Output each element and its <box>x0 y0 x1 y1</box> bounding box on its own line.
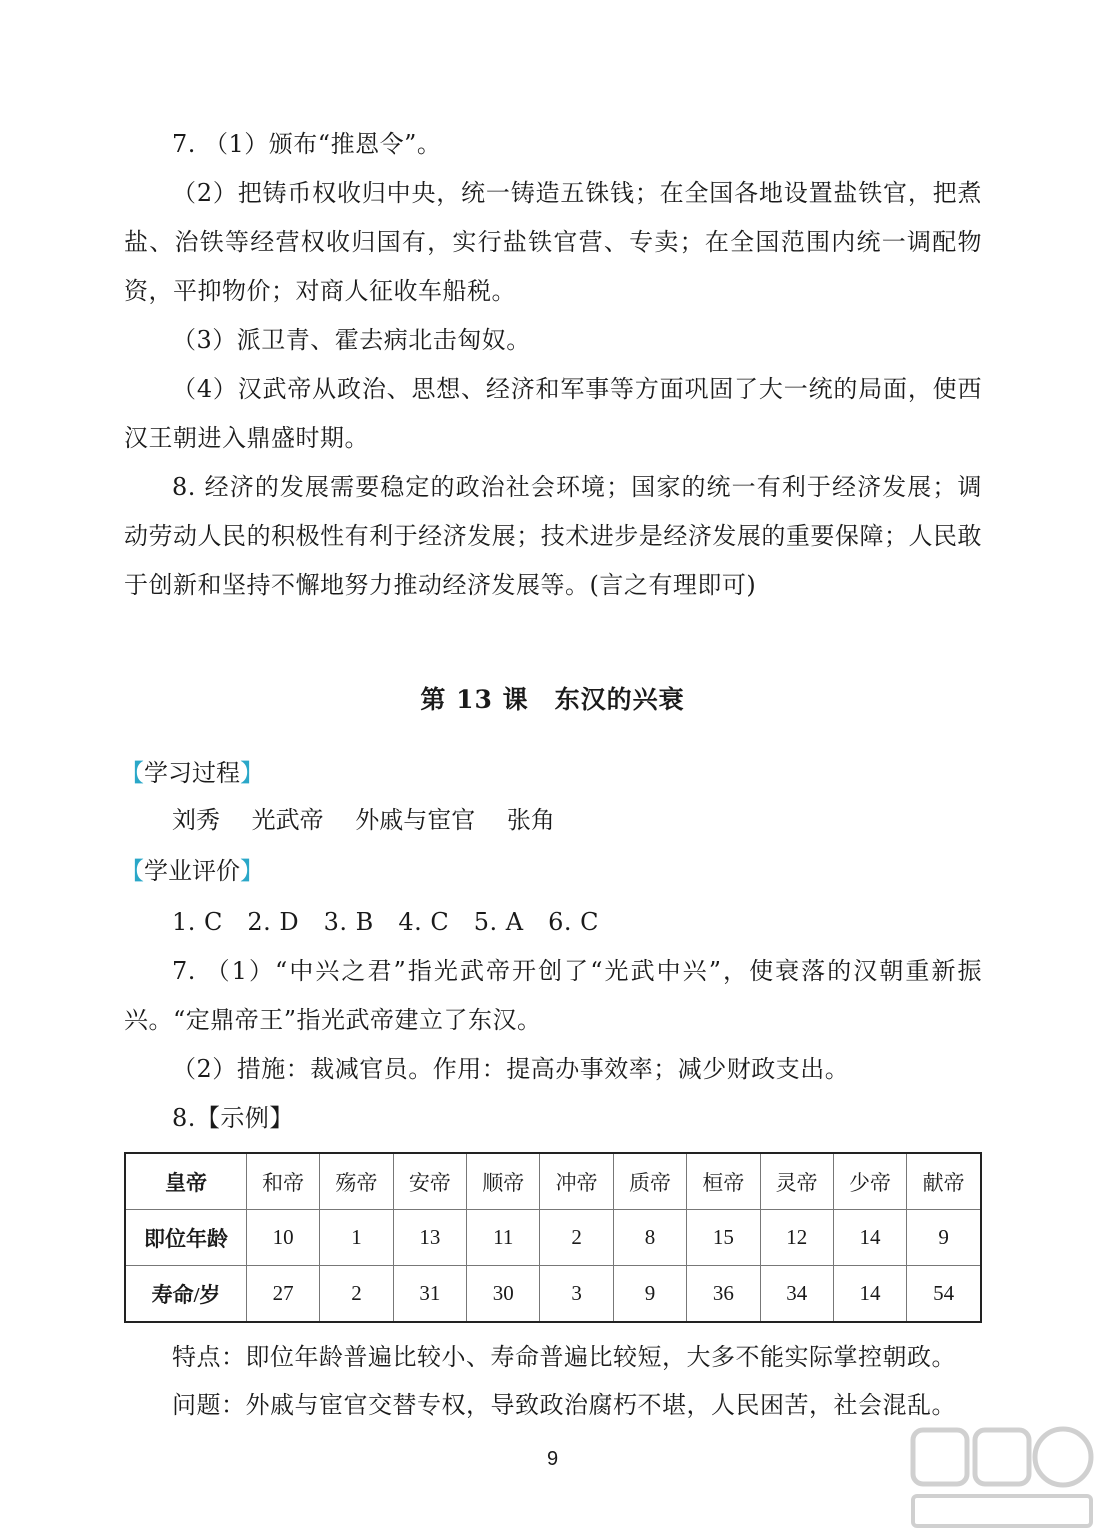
table-cell: 3 <box>540 1266 613 1323</box>
table-cell: 桓帝 <box>687 1153 760 1210</box>
bracket-left: 【 <box>120 857 144 885</box>
table-row-emperors <box>125 1153 981 1210</box>
table-cell: 14 <box>833 1266 906 1323</box>
table-row-lifespan <box>125 1266 981 1323</box>
table-cell: 9 <box>907 1210 981 1266</box>
term-item: 张角 <box>506 806 555 834</box>
table-cell: 安帝 <box>393 1153 466 1210</box>
table-cell: 10 <box>247 1210 320 1266</box>
term-item: 外戚与宦官 <box>355 806 476 834</box>
table-cell: 54 <box>907 1266 981 1323</box>
table-cell: 13 <box>393 1210 466 1266</box>
table-cell: 和帝 <box>247 1153 320 1210</box>
answer-7-4: （4）汉武帝从政治、思想、经济和军事等方面巩固了大一统的局面，使西汉王朝进入鼎盛时期。 <box>124 375 982 452</box>
row-header: 寿命/岁 <box>125 1266 247 1323</box>
lesson-answer-8-label: 8.【示例】 <box>172 1104 294 1132</box>
section-learning-process <box>120 753 264 788</box>
table-cell: 15 <box>687 1210 760 1266</box>
table-cell: 31 <box>393 1266 466 1323</box>
answer-7-2: （2）把铸币权收归中央，统一铸造五铢钱；在全国各地设置盐铁官，把煮盐、治铁等经营权收归国有，实行盐铁官营、专卖；在全国范围内统一调配物资，平抑物价；对商人征收车船税。 <box>124 179 982 305</box>
table-cell: 顺帝 <box>467 1153 540 1210</box>
watermark-logo-icon <box>907 1422 1097 1532</box>
table-cell: 2 <box>320 1266 393 1323</box>
table-cell: 冲帝 <box>540 1153 613 1210</box>
feature-text: 特点：即位年龄普遍比较小、寿命普遍比较短，大多不能实际掌控朝政。 <box>172 1343 956 1371</box>
table-cell: 1 <box>320 1210 393 1266</box>
lesson-title: 第 13 课 东汉的兴衰 <box>420 685 685 714</box>
table-cell: 质帝 <box>613 1153 686 1210</box>
table-cell: 2 <box>540 1210 613 1266</box>
emperor-table <box>124 1152 982 1323</box>
row-header: 皇帝 <box>125 1153 247 1210</box>
term-item: 光武帝 <box>251 806 324 834</box>
term-list <box>172 800 579 835</box>
table-cell: 36 <box>687 1266 760 1323</box>
term-item: 刘秀 <box>172 806 220 834</box>
section-label: 学业评价 <box>144 857 240 885</box>
section-label: 学习过程 <box>144 759 240 787</box>
table-cell: 14 <box>833 1210 906 1266</box>
table-cell: 灵帝 <box>760 1153 833 1210</box>
lesson-answer-7-1: 7. （1）“中兴之君”指光武帝开创了“光武中兴”，使衰落的汉朝重新振兴。“定鼎帝王”指光武帝建立了东汉。 <box>124 957 982 1034</box>
table-row-accession-age <box>125 1210 981 1266</box>
table-cell: 34 <box>760 1266 833 1323</box>
choice-answers: 1. C 2. D 3. B 4. C 5. A 6. C <box>172 908 599 936</box>
bracket-right: 】 <box>240 759 264 787</box>
table-cell: 8 <box>613 1210 686 1266</box>
bracket-left: 【 <box>120 759 144 787</box>
answer-7-3: （3）派卫青、霍去病北击匈奴。 <box>172 326 531 354</box>
table-cell: 9 <box>613 1266 686 1323</box>
answer-7-1: 7. （1）颁布“推恩令”。 <box>172 130 442 158</box>
table-cell: 殇帝 <box>320 1153 393 1210</box>
table-cell: 献帝 <box>907 1153 981 1210</box>
section-evaluation <box>120 851 264 886</box>
lesson-answer-7-2: （2）措施：裁减官员。作用：提高办事效率；减少财政支出。 <box>172 1055 850 1083</box>
table-cell: 12 <box>760 1210 833 1266</box>
table-cell: 27 <box>247 1266 320 1323</box>
bracket-right: 】 <box>240 857 264 885</box>
table-cell: 30 <box>467 1266 540 1323</box>
table-cell: 少帝 <box>833 1153 906 1210</box>
answer-8: 8. 经济的发展需要稳定的政治社会环境；国家的统一有利于经济发展；调动劳动人民的积极性有利于经济发展；技术进步是经济发展的重要保障；人民敢于创新和坚持不懈地努力推动经济发展等。(言之有理即可) <box>124 473 982 599</box>
table-cell: 11 <box>467 1210 540 1266</box>
page-number: 9 <box>546 1448 559 1470</box>
row-header: 即位年龄 <box>125 1210 247 1266</box>
problem-text: 问题：外戚与宦官交替专权，导致政治腐朽不堪，人民困苦，社会混乱。 <box>172 1391 956 1419</box>
